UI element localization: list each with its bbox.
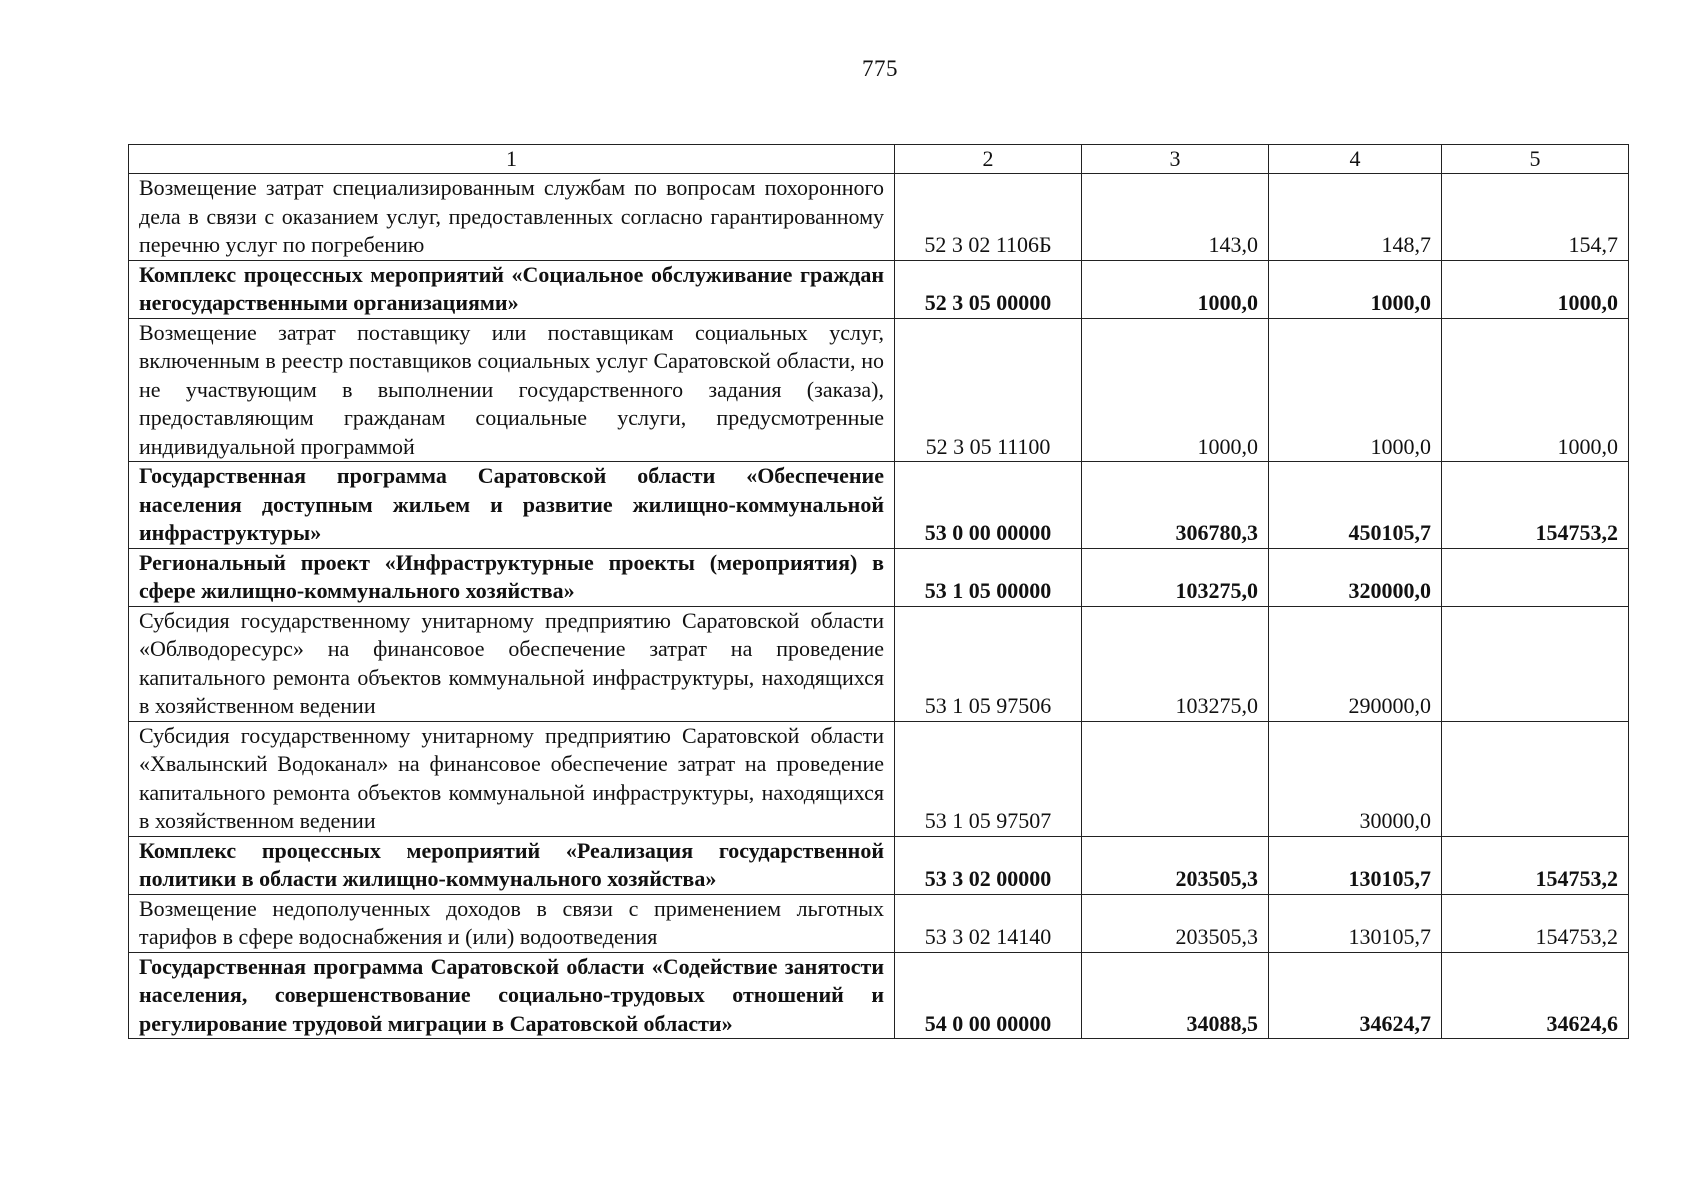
row-value-5: 154753,2 [1442, 836, 1629, 894]
table-row [129, 952, 1629, 1039]
table-header-row [129, 145, 1629, 174]
row-value-4: 1000,0 [1269, 318, 1442, 462]
row-code: 53 0 00 00000 [895, 462, 1082, 549]
row-value-3 [1082, 721, 1269, 836]
row-value-5: 1000,0 [1442, 260, 1629, 318]
row-value-3: 103275,0 [1082, 606, 1269, 721]
row-name: Субсидия государственному унитарному предприятию Саратовской области «Облводоресурс» на финансовое обеспечение затрат на проведение капитального ремонта объектов коммунальной инфраструктуры, находящихся в хозяйственном ведении [129, 606, 895, 721]
row-name: Возмещение затрат поставщику или поставщикам социальных услуг, включенным в реестр поставщиков социальных услуг Саратовской области, но не участвующим в выполнении государственного задания (заказа), предоставляющим гражданам социальные услуги, предусмотренные индивидуальной программой [129, 318, 895, 462]
row-code: 52 3 02 1106Б [895, 174, 1082, 261]
page-number: 775 [862, 56, 898, 81]
column-header-2: 2 [895, 145, 1082, 174]
row-value-4: 130105,7 [1269, 836, 1442, 894]
row-value-4: 1000,0 [1269, 260, 1442, 318]
table-row [129, 462, 1629, 549]
row-value-5: 1000,0 [1442, 318, 1629, 462]
row-value-5 [1442, 721, 1629, 836]
row-value-5 [1442, 606, 1629, 721]
table-row [129, 260, 1629, 318]
row-value-4: 30000,0 [1269, 721, 1442, 836]
row-value-4: 34624,7 [1269, 952, 1442, 1039]
row-value-3: 143,0 [1082, 174, 1269, 261]
row-value-4: 290000,0 [1269, 606, 1442, 721]
table-row [129, 721, 1629, 836]
column-header-4: 4 [1269, 145, 1442, 174]
row-code: 53 3 02 00000 [895, 836, 1082, 894]
table-row [129, 606, 1629, 721]
row-code: 53 3 02 14140 [895, 894, 1082, 952]
row-value-3: 1000,0 [1082, 318, 1269, 462]
row-value-5: 154753,2 [1442, 462, 1629, 549]
row-value-3: 306780,3 [1082, 462, 1269, 549]
row-value-3: 203505,3 [1082, 894, 1269, 952]
table-row [129, 318, 1629, 462]
row-value-3: 103275,0 [1082, 548, 1269, 606]
row-name: Государственная программа Саратовской области «Обеспечение населения доступным жильем и развитие жилищно-коммунальной инфраструктуры» [129, 462, 895, 549]
budget-table [128, 144, 1629, 1039]
row-value-4: 130105,7 [1269, 894, 1442, 952]
row-value-4: 148,7 [1269, 174, 1442, 261]
row-code: 53 1 05 00000 [895, 548, 1082, 606]
row-name: Региональный проект «Инфраструктурные проекты (мероприятия) в сфере жилищно-коммунального хозяйства» [129, 548, 895, 606]
row-name: Субсидия государственному унитарному предприятию Саратовской области «Хвалынский Водоканал» на финансовое обеспечение затрат на проведение капитального ремонта объектов коммунальной инфраструктуры, находящихся в хозяйственном ведении [129, 721, 895, 836]
table-row [129, 894, 1629, 952]
row-value-3: 34088,5 [1082, 952, 1269, 1039]
row-code: 53 1 05 97507 [895, 721, 1082, 836]
row-code: 52 3 05 11100 [895, 318, 1082, 462]
row-name: Комплекс процессных мероприятий «Реализация государственной политики в области жилищно-коммунального хозяйства» [129, 836, 895, 894]
table-row [129, 548, 1629, 606]
row-value-5: 154753,2 [1442, 894, 1629, 952]
row-value-5 [1442, 548, 1629, 606]
row-name: Возмещение затрат специализированным службам по вопросам похоронного дела в связи с оказанием услуг, предоставленных согласно гарантированному перечню услуг по погребению [129, 174, 895, 261]
row-code: 54 0 00 00000 [895, 952, 1082, 1039]
table-row [129, 836, 1629, 894]
row-code: 53 1 05 97506 [895, 606, 1082, 721]
column-header-3: 3 [1082, 145, 1269, 174]
row-name: Комплекс процессных мероприятий «Социальное обслуживание граждан негосударственными организациями» [129, 260, 895, 318]
row-value-5: 154,7 [1442, 174, 1629, 261]
column-header-5: 5 [1442, 145, 1629, 174]
column-header-1: 1 [129, 145, 895, 174]
row-value-3: 203505,3 [1082, 836, 1269, 894]
row-name: Возмещение недополученных доходов в связи с применением льготных тарифов в сфере водоснабжения и (или) водоотведения [129, 894, 895, 952]
row-code: 52 3 05 00000 [895, 260, 1082, 318]
table-row [129, 174, 1629, 261]
row-name: Государственная программа Саратовской области «Содействие занятости населения, совершенствование социально-трудовых отношений и регулирование трудовой миграции в Саратовской области» [129, 952, 895, 1039]
row-value-3: 1000,0 [1082, 260, 1269, 318]
row-value-4: 450105,7 [1269, 462, 1442, 549]
row-value-5: 34624,6 [1442, 952, 1629, 1039]
row-value-4: 320000,0 [1269, 548, 1442, 606]
